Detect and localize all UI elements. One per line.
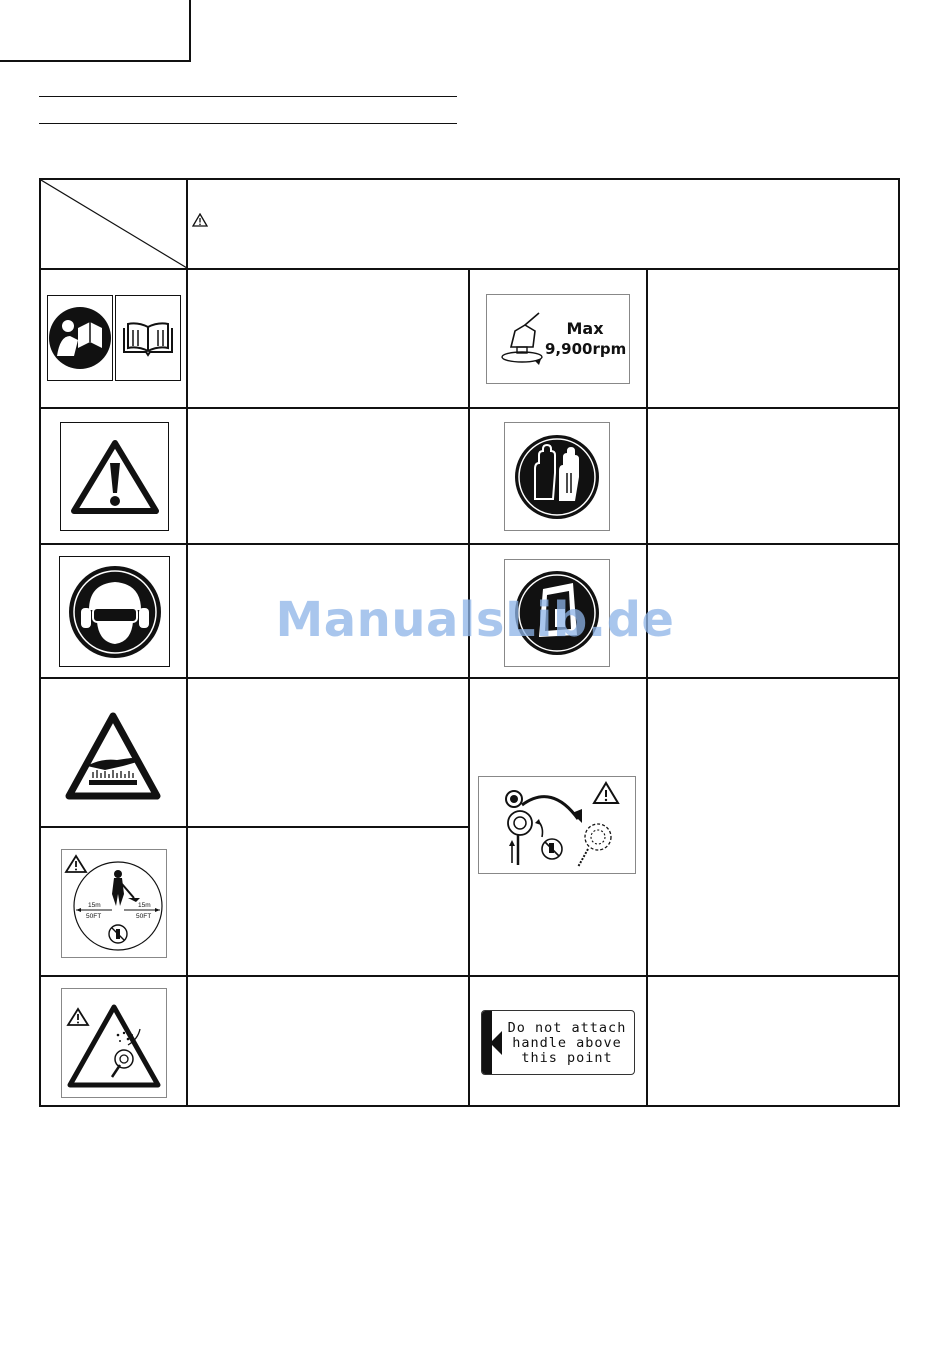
symbols-table: [39, 178, 900, 1107]
read-manual-icon: [47, 295, 113, 381]
rpm-label-value: 9,900rpm: [545, 340, 627, 358]
thrown-objects-icon: [61, 988, 167, 1098]
heading-rule-bottom: [39, 123, 457, 124]
col-divider-3: [646, 268, 648, 1105]
col-divider-2: [468, 268, 470, 1105]
warning-triangle-icon: [60, 422, 169, 531]
distance-right-ft: 50FT: [136, 913, 152, 920]
row-divider-3: [41, 677, 898, 679]
page-corner-box: [0, 0, 191, 62]
distance-left-ft: 50FT: [86, 913, 102, 920]
wear-safety-boots-icon: [504, 559, 610, 667]
row-divider-4a: [41, 826, 469, 828]
row-divider-1: [41, 407, 898, 409]
distance-right-m: 15m: [138, 902, 151, 909]
handle-position-icon: [481, 1010, 635, 1075]
max-rpm-icon: [486, 294, 630, 384]
handle-label-line2: handle above: [512, 1035, 622, 1051]
keep-distance-15m-icon: [61, 849, 167, 958]
handle-label-line1: Do not attach: [507, 1020, 627, 1036]
wear-helmet-ear-eye-protection-icon: [59, 556, 170, 667]
book-icon: [115, 295, 181, 381]
header-diagonal: [41, 180, 188, 269]
distance-left-m: 15m: [88, 902, 101, 909]
watermark: ManualsLib.de: [275, 592, 675, 648]
blade-thrust-icon: [478, 776, 636, 874]
row-divider-header: [41, 268, 898, 270]
heading-rule-top: [39, 96, 457, 97]
row-divider-2: [41, 543, 898, 545]
hot-surface-icon: [65, 711, 161, 803]
handle-label-line3: this point: [521, 1050, 613, 1066]
header-warning-icon: [192, 213, 208, 227]
row-divider-5: [41, 975, 898, 977]
rpm-label-max: Max: [566, 319, 604, 338]
wear-gloves-icon: [504, 422, 610, 531]
col-divider-1: [186, 180, 188, 1105]
